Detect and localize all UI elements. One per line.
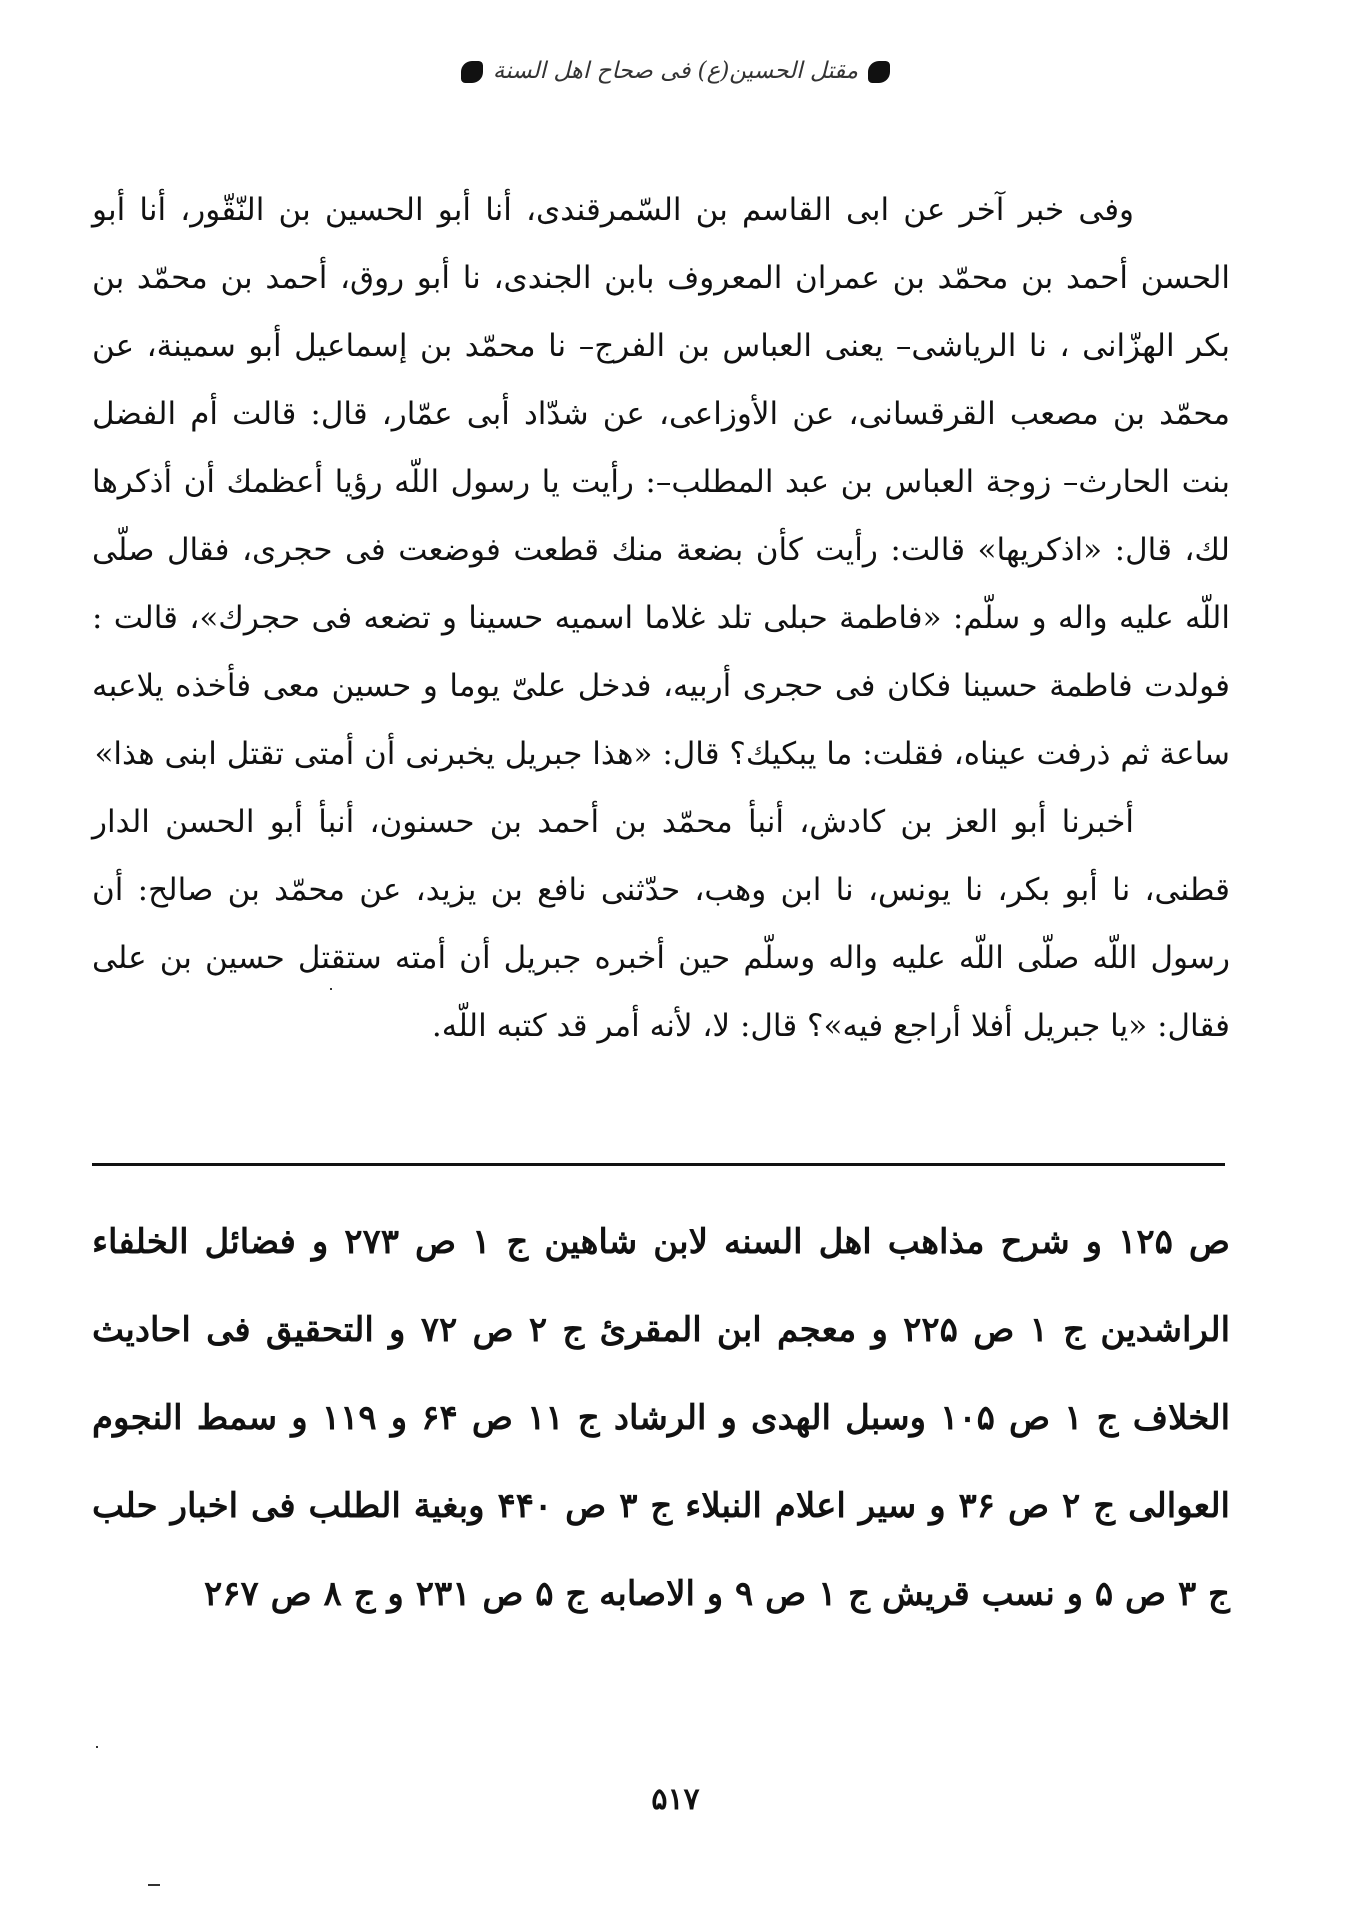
running-header (0, 58, 1351, 84)
footnote-divider (92, 1163, 1225, 1166)
ornament-icon (461, 61, 483, 83)
scan-speck (330, 988, 332, 990)
main-text (92, 176, 1230, 1060)
paragraph: أخبرنا أبو العز بن كادش، أنبأ محمّد بن أحمد بن حسنون، أنبأ أبو الحسن الدار قطنى، نا أبو بكر، نا يونس، نا ابن وهب، حدّثنى نافع بن يزيد، عن محمّد بن صالح: أن رسول اللّه صلّى اللّه عليه واله وسلّم حين أخبره جبريل أن أمته ستقتل حسين بن على فقال: «يا جبريل أفلا أراجع فيه»؟ قال: لا، لأنه أمر قد كتبه اللّه. (92, 804, 1230, 1044)
ornament-icon (868, 61, 890, 83)
paragraph: وفى خبر آخر عن ابى القاسم بن السّمرقندى، أنا أبو الحسين بن النّقّور، أنا أبو الحسن أحمد بن محمّد بن عمران المعروف بابن الجندى، نا أبو روق، أحمد بن محمّد بن بكر الهزّانى ، نا الرياشى– يعنى العباس بن الفرج– نا محمّد بن إسماعيل أبو سمينة، عن محمّد بن مصعب القرقسانى، عن الأوزاعى، عن شدّاد أبى عمّار، قال: قالت أم الفضل بنت الحارث– زوجة العباس بن عبد المطلب–: رأيت يا رسول اللّه رؤيا أعظمك أن أذكرها لك، قال: «اذكريها» قالت: رأيت كأن بضعة منك قطعت فوضعت فى حجرى، فقال صلّى اللّه عليه واله و سلّم: «فاطمة حبلى تلد غلاما اسميه حسينا و تضعه فى حجرك»، قالت : فولدت فاطمة حسينا فكان فى حجرى أربيه، فدخل علىّ يوما و حسين معى فأخذه يلاعبه ساعة ثم ذرفت عيناه، فقلت: ما يبكيك؟ قال: «هذا جبريل يخبرنى أن أمتى تقتل ابنى هذا» (92, 192, 1230, 772)
footnote-text: ص ۱۲۵ و شرح مذاهب اهل السنه لابن شاهين ج ۱ ص ۲۷۳ و فضائل الخلفاء الراشدين ج ۱ ص ۲۲۵ و معجم ابن المقرئ ج ۲ ص ۷۲ و التحقيق فى احاديث الخلاف ج ۱ ص ۱۰۵ وسبل الهدى و الرشاد ج ۱۱ ص ۶۴ و ۱۱۹ و سمط النجوم العوالى ج ۲ ص ۳۶ و سير اعلام النبلاء ج ۳ ص ۴۴۰ وبغية الطلب فى اخبار حلب ج ۳ ص ۵ و نسب قريش ج ۱ ص ۹ و الاصابه ج ۵ ص ۲۳۱ و ج ۸ ص ۲۶۷ (92, 1222, 1231, 1614)
page-number: ۵۱۷ (651, 1782, 700, 1817)
scan-speck (96, 1746, 98, 1748)
scan-speck (148, 1884, 160, 1886)
running-header-title: مقتل الحسين(ع) فى صحاح اهل السنة (492, 58, 859, 84)
footnote (92, 1198, 1230, 1638)
